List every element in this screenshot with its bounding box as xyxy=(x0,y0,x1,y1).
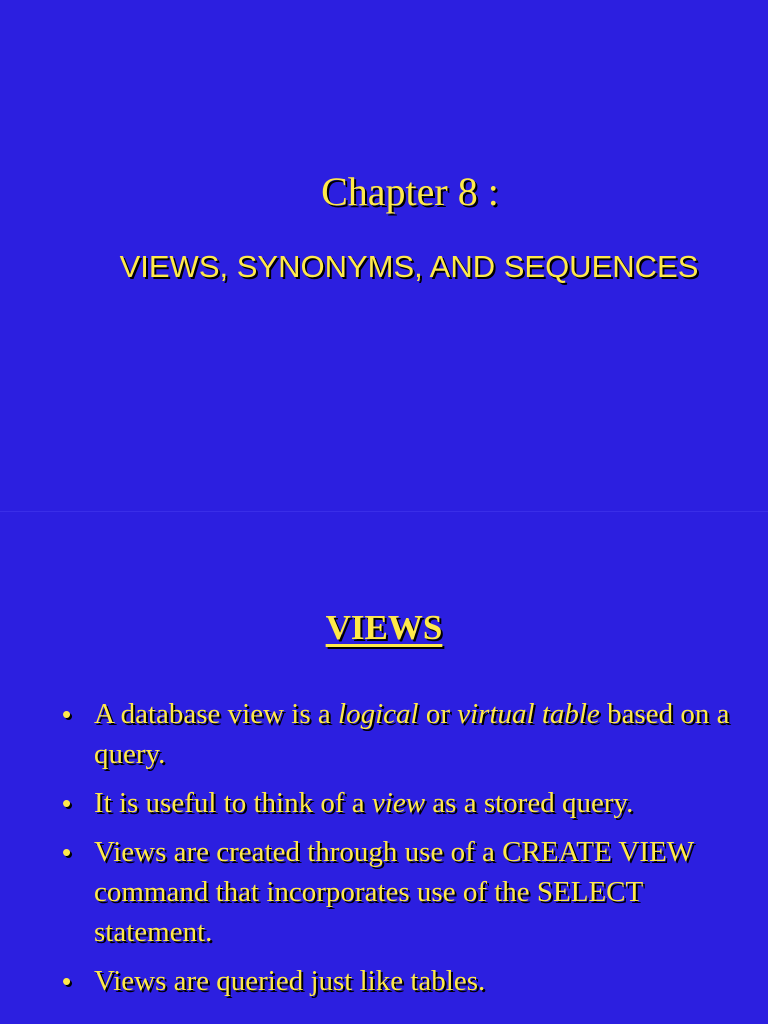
bullet-text: or xyxy=(418,698,458,730)
bullet-item-definition xyxy=(62,694,752,774)
bullet-icon: • xyxy=(62,966,72,996)
chapter-title: Chapter 8 : xyxy=(321,169,499,214)
bullet-emphasis: virtual table xyxy=(457,698,600,730)
bullet-icon: • xyxy=(62,837,72,867)
bullet-item-create-view xyxy=(62,832,752,952)
bullet-text: Views are created through use of a CREATE VIEW command that incorporates use of the SELECT statement. xyxy=(94,836,694,948)
bullet-list xyxy=(62,694,752,1010)
bullet-text: Views are queried just like tables. xyxy=(94,965,486,997)
bullet-text: as a stored query. xyxy=(425,787,634,819)
bullet-text: based on a query. xyxy=(94,698,730,770)
bullet-item-stored-query xyxy=(62,783,752,823)
views-heading: VIEWS xyxy=(325,608,443,647)
bullet-emphasis: logical xyxy=(338,698,419,730)
chapter-subtitle: VIEWS, SYNONYMS, AND SEQUENCES xyxy=(119,249,699,284)
bullet-emphasis: view xyxy=(371,787,426,819)
bullet-icon: • xyxy=(62,788,72,818)
bullet-text: It is useful to think of a xyxy=(94,787,372,819)
bullet-item-queried xyxy=(62,961,752,1001)
bullet-icon: • xyxy=(62,699,72,729)
bullet-text: A database view is a xyxy=(94,698,339,730)
